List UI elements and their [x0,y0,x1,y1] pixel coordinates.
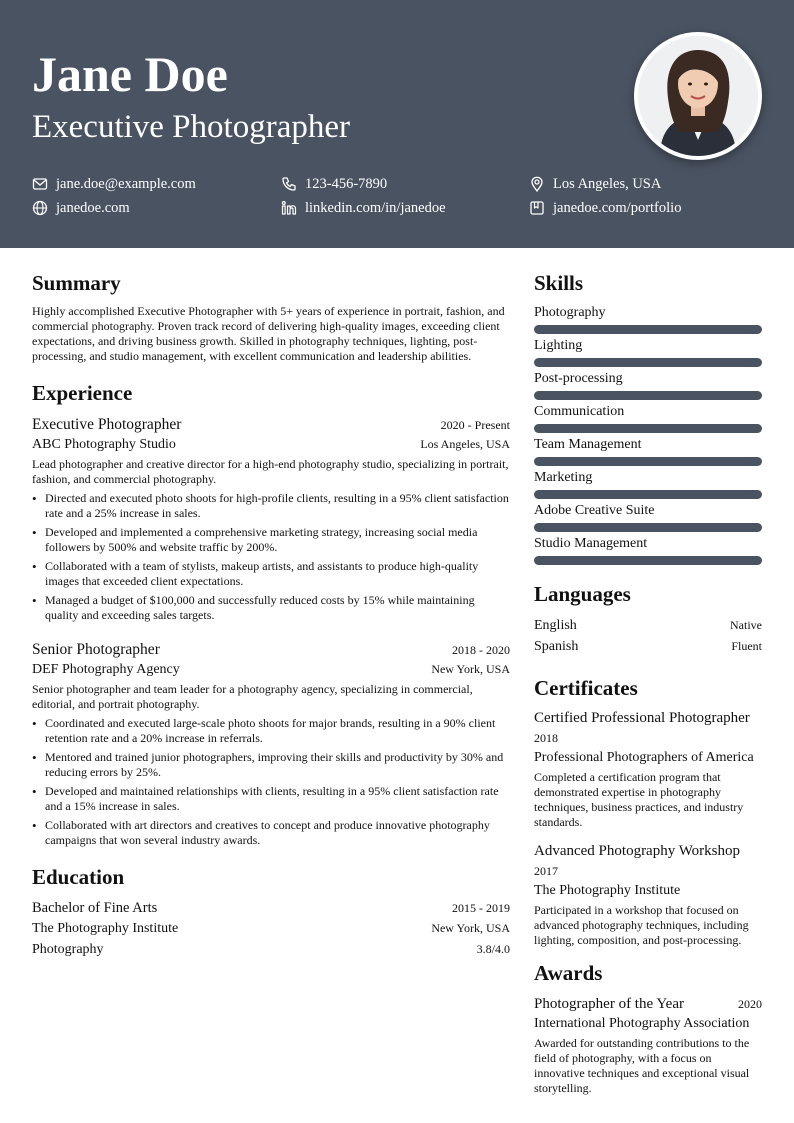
sidebar-column [534,270,762,1096]
education-dates: 2015 - 2019 [452,901,510,915]
award-org: International Photography Association [534,1016,750,1031]
phone-icon [281,176,297,192]
skill-item [534,370,762,400]
languages-section [534,581,762,657]
achievement-item: • Collaborated with a team of stylists, makeup artists, and assistants to produce high-quality images that exceeded client expectations. [32,559,510,589]
certificate-title: Certified Professional Photographer [534,710,750,726]
linkedin-icon [281,200,297,216]
certificate-year: 2018 [534,731,558,745]
skill-name: Post-processing [534,371,623,386]
language-name: Spanish [534,639,579,654]
profile-photo [634,32,762,160]
achievement-item: • Developed and implemented a comprehensive marketing strategy, increasing social media followers by 500% and website traffic by 200%. [32,525,510,555]
education-section [32,864,510,960]
website-text: janedoe.com [56,200,130,216]
education-heading: Education [32,865,125,889]
skill-bar [534,457,762,466]
certificate-org: The Photography Institute [534,883,681,898]
portfolio-text: janedoe.com/portfolio [553,200,682,216]
contact-website[interactable] [32,199,130,217]
awards-heading: Awards [534,961,603,985]
skill-bar [534,424,762,433]
candidate-title: Executive Photographer [32,109,350,145]
summary-section [32,270,510,364]
job-description: Lead photographer and creative director for a high-end photography studio, specializing in portrait, fashion, and commercial photography. [32,457,509,486]
job-location: New York, USA [431,662,510,676]
skill-item [534,304,762,334]
job-achievements [32,716,510,848]
linkedin-text: linkedin.com/in/janedoe [305,200,446,216]
contact-location [529,175,661,193]
skill-bar [534,325,762,334]
languages-heading: Languages [534,582,631,606]
skill-bar [534,523,762,532]
experience-heading: Experience [32,381,133,405]
award-title: Photographer of the Year [534,996,684,1012]
skill-name: Communication [534,404,625,419]
certificate-description: Participated in a workshop that focused on advanced photography techniques, including lighting, composition, and post-processing. [534,903,749,947]
portfolio-icon [529,200,545,216]
skills-section [534,270,762,565]
language-level: Fluent [731,639,762,653]
achievement-item: • Mentored and trained junior photographers, improving their skills and productivity by 30% and reducing errors by 25%. [32,750,510,780]
skill-item [534,403,762,433]
skill-name: Adobe Creative Suite [534,503,655,518]
globe-icon [32,200,48,216]
language-item [534,636,762,657]
mail-icon [32,176,48,192]
education-degree: Bachelor of Fine Arts [32,900,158,916]
experience-section [32,380,510,848]
skill-name: Team Management [534,437,642,452]
job-dates: 2020 - Present [440,418,510,432]
skill-bar [534,490,762,499]
resume-header [0,0,794,248]
skill-bar [534,391,762,400]
achievement-item: • Collaborated with art directors and creatives to concept and produce innovative photography campaigns that won several industry awards. [32,818,510,848]
skill-name: Lighting [534,338,583,353]
skill-name: Marketing [534,470,593,485]
job-description: Senior photographer and team leader for a photography agency, specializing in commercial, editorial, and portrait photography. [32,682,473,711]
contact-phone[interactable] [281,175,387,193]
skill-bar [534,358,762,367]
skill-bar [534,556,762,565]
skill-item [534,535,762,565]
certificates-heading: Certificates [534,676,638,700]
job-location: Los Angeles, USA [420,437,510,451]
summary-heading: Summary [32,271,121,295]
job-achievements [32,491,510,623]
skill-name: Studio Management [534,536,648,551]
job-dates: 2018 - 2020 [452,643,510,657]
education-school: The Photography Institute [32,921,179,936]
contact-linkedin[interactable] [281,199,446,217]
achievement-item: • Directed and executed photo shoots for high-profile clients, resulting in a 95% client satisfaction rate and a 25% increase in sales. [32,491,510,521]
certificates-section [534,675,762,948]
phone-text: 123-456-7890 [305,176,388,192]
job-title: Senior Photographer [32,641,160,658]
contact-portfolio[interactable] [529,199,681,217]
map-pin-icon [529,176,545,192]
contact-email[interactable] [32,175,196,193]
achievement-item: • Coordinated and executed large-scale photo shoots for major brands, resulting in a 90% client retention rate and a 20% increase in referrals. [32,716,510,746]
main-column [32,270,510,960]
job-entry [32,639,510,848]
certificate-item [534,842,762,948]
summary-text: Highly accomplished Executive Photographer with 5+ years of experience in portrait, fashion, and commercial photography. Proven track record of delivering high-quality images, exceeding client expectations, and driving business growth. Skilled in photography techniques, lighting, post-processing, and studio management, with excellent communication and leadership abilities. [32,304,505,363]
certificate-title: Advanced Photography Workshop [534,843,740,859]
certificate-org: Professional Photographers of America [534,750,754,765]
job-company: DEF Photography Agency [32,662,180,677]
location-text: Los Angeles, USA [553,176,662,192]
job-title: Executive Photographer [32,416,182,433]
skill-item [534,436,762,466]
language-level: Native [730,618,762,632]
skill-item [534,337,762,367]
education-location: New York, USA [431,921,510,935]
achievement-item: • Developed and maintained relationships with clients, resulting in a 95% client satisfaction rate and a 15% increase in sales. [32,784,510,814]
candidate-name: Jane Doe [32,46,228,102]
awards-section [534,960,762,1096]
education-gpa: 3.8/4.0 [476,942,510,956]
award-year: 2020 [738,997,762,1011]
certificate-item [534,709,762,830]
certificate-description: Completed a certification program that demonstrated expertise in photography techniques, business practices, and industry standards. [534,770,744,829]
skill-item [534,502,762,532]
skill-item [534,469,762,499]
skills-heading: Skills [534,271,584,295]
language-name: English [534,618,577,633]
language-item [534,615,762,636]
email-text: jane.doe@example.com [56,176,196,192]
job-entry [32,414,510,623]
education-field: Photography [32,942,104,957]
skill-name: Photography [534,305,606,320]
award-description: Awarded for outstanding contributions to the field of photography, with a focus on innovative techniques and exceptional visual storytelling. [534,1036,750,1095]
achievement-item: • Managed a budget of $100,000 and successfully reduced costs by 15% while maintaining quality and exceeding sales targets. [32,593,510,623]
job-company: ABC Photography Studio [32,437,176,452]
certificate-year: 2017 [534,864,558,878]
